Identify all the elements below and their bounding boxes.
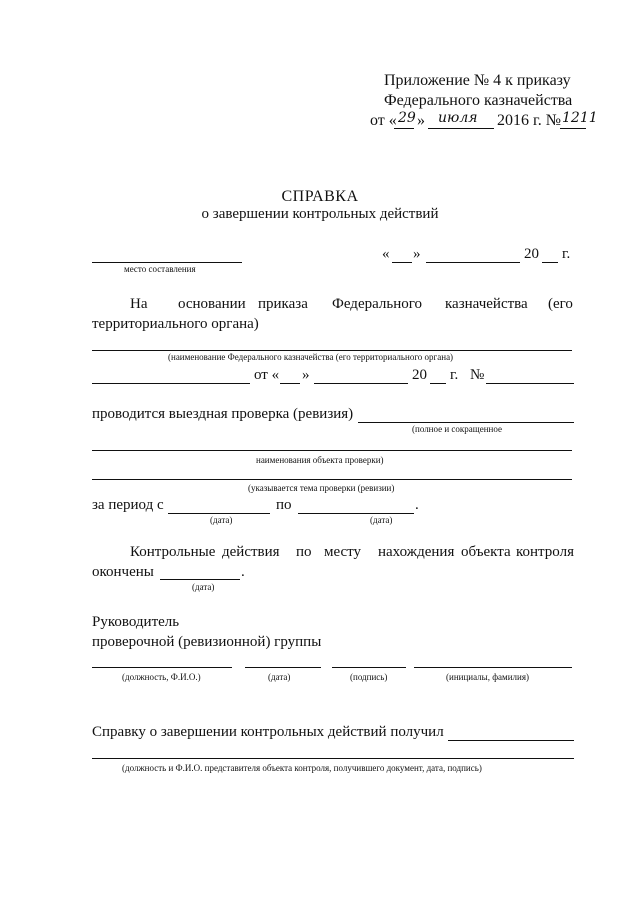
received-caption: (должность и Ф.И.О. представителя объекта контроля, получившего документ, дата, подпись)	[122, 763, 482, 773]
treasury-name-line[interactable]	[92, 350, 572, 351]
check-name-line[interactable]	[358, 422, 574, 423]
leader-initials-line[interactable]	[414, 667, 572, 668]
treasury-name-caption: (наименование Федерального казначейства (его территориального органа)	[168, 352, 454, 362]
document-subtitle: о завершении контрольных действий	[201, 206, 439, 222]
control-word: Контрольные	[130, 544, 216, 560]
period-caption-date2: (дата)	[370, 515, 393, 525]
received-text: Справку о завершении контрольных действий получил	[92, 724, 444, 740]
place-year-line[interactable]	[542, 262, 558, 263]
check-caption-theme: (указывается тема проверки (ревизии)	[248, 483, 395, 493]
place-caption: место составления	[124, 264, 196, 274]
order-ref-line[interactable]	[92, 383, 250, 384]
control-line2: окончены	[92, 564, 154, 580]
place-date-close: »	[413, 246, 421, 262]
order-ref-year: 20	[412, 367, 427, 383]
period-to: по	[276, 497, 292, 513]
leader-line2: проверочной (ревизионной) группы	[92, 634, 322, 650]
document-title: СПРАВКА	[281, 188, 359, 205]
order-year: 2016 г. №	[497, 112, 562, 129]
basis-line2: территориального органа)	[92, 316, 259, 332]
order-from-close: »	[302, 367, 310, 383]
order-day-line[interactable]	[280, 383, 300, 384]
basis-word: основании	[178, 296, 246, 312]
order-number-sign: №	[470, 367, 485, 383]
place-day-line[interactable]	[392, 262, 412, 263]
basis-word: приказа	[258, 296, 308, 312]
control-word: нахождения	[378, 544, 455, 560]
basis-word: (его	[548, 296, 573, 312]
order-number: 1211	[562, 110, 598, 126]
order-month: июля	[438, 110, 478, 126]
leader-caption-date: (дата)	[268, 672, 291, 682]
leader-caption-sign: (подпись)	[350, 672, 388, 682]
received-line2[interactable]	[92, 758, 574, 759]
order-from: от «	[254, 367, 280, 383]
theme-line[interactable]	[92, 479, 572, 480]
order-month-line[interactable]	[314, 383, 408, 384]
order-date-close: »	[417, 112, 425, 129]
control-date-line[interactable]	[160, 579, 240, 580]
control-dot: .	[241, 564, 245, 580]
leader-caption-initials: (инициалы, фамилия)	[446, 672, 529, 682]
leader-line1: Руководитель	[92, 614, 180, 630]
object-name-line[interactable]	[92, 450, 572, 451]
period-label: за период с	[92, 497, 164, 513]
order-number-line[interactable]	[486, 383, 574, 384]
check-text: проводится выездная проверка (ревизия)	[92, 406, 354, 422]
period-from-line[interactable]	[168, 513, 270, 514]
control-word: месту	[324, 544, 362, 560]
basis-word: казначейства	[445, 296, 528, 312]
basis-word: Федерального	[332, 296, 423, 312]
period-dot: .	[415, 497, 419, 513]
order-date-prefix: от «	[370, 112, 397, 129]
control-word: действия	[222, 544, 280, 560]
order-year-suffix: г.	[450, 367, 459, 383]
place-year-suffix: г.	[562, 246, 571, 262]
received-line[interactable]	[448, 740, 574, 741]
period-to-line[interactable]	[298, 513, 414, 514]
treasury-line: Федерального казначейства	[384, 92, 573, 109]
order-day: 29	[398, 110, 416, 126]
leader-caption-position: (должность, Ф.И.О.)	[122, 672, 201, 682]
place-date-open: «	[382, 246, 390, 262]
leader-sign-line[interactable]	[332, 667, 406, 668]
control-word: объекта	[461, 544, 511, 560]
leader-position-line[interactable]	[92, 667, 232, 668]
place-year: 20	[524, 246, 539, 262]
control-caption-date: (дата)	[192, 582, 215, 592]
check-caption-object: наименования объекта проверки)	[256, 455, 384, 465]
period-caption-date1: (дата)	[210, 515, 233, 525]
control-word: по	[296, 544, 312, 560]
appendix-line: Приложение № 4 к приказу	[384, 72, 571, 89]
check-caption-full: (полное и сокращенное	[412, 424, 502, 434]
order-year-line[interactable]	[430, 383, 446, 384]
place-line[interactable]	[92, 262, 242, 263]
place-month-line[interactable]	[426, 262, 520, 263]
control-word: контроля	[516, 544, 574, 560]
basis-word: На	[130, 296, 148, 312]
leader-date-line[interactable]	[245, 667, 321, 668]
